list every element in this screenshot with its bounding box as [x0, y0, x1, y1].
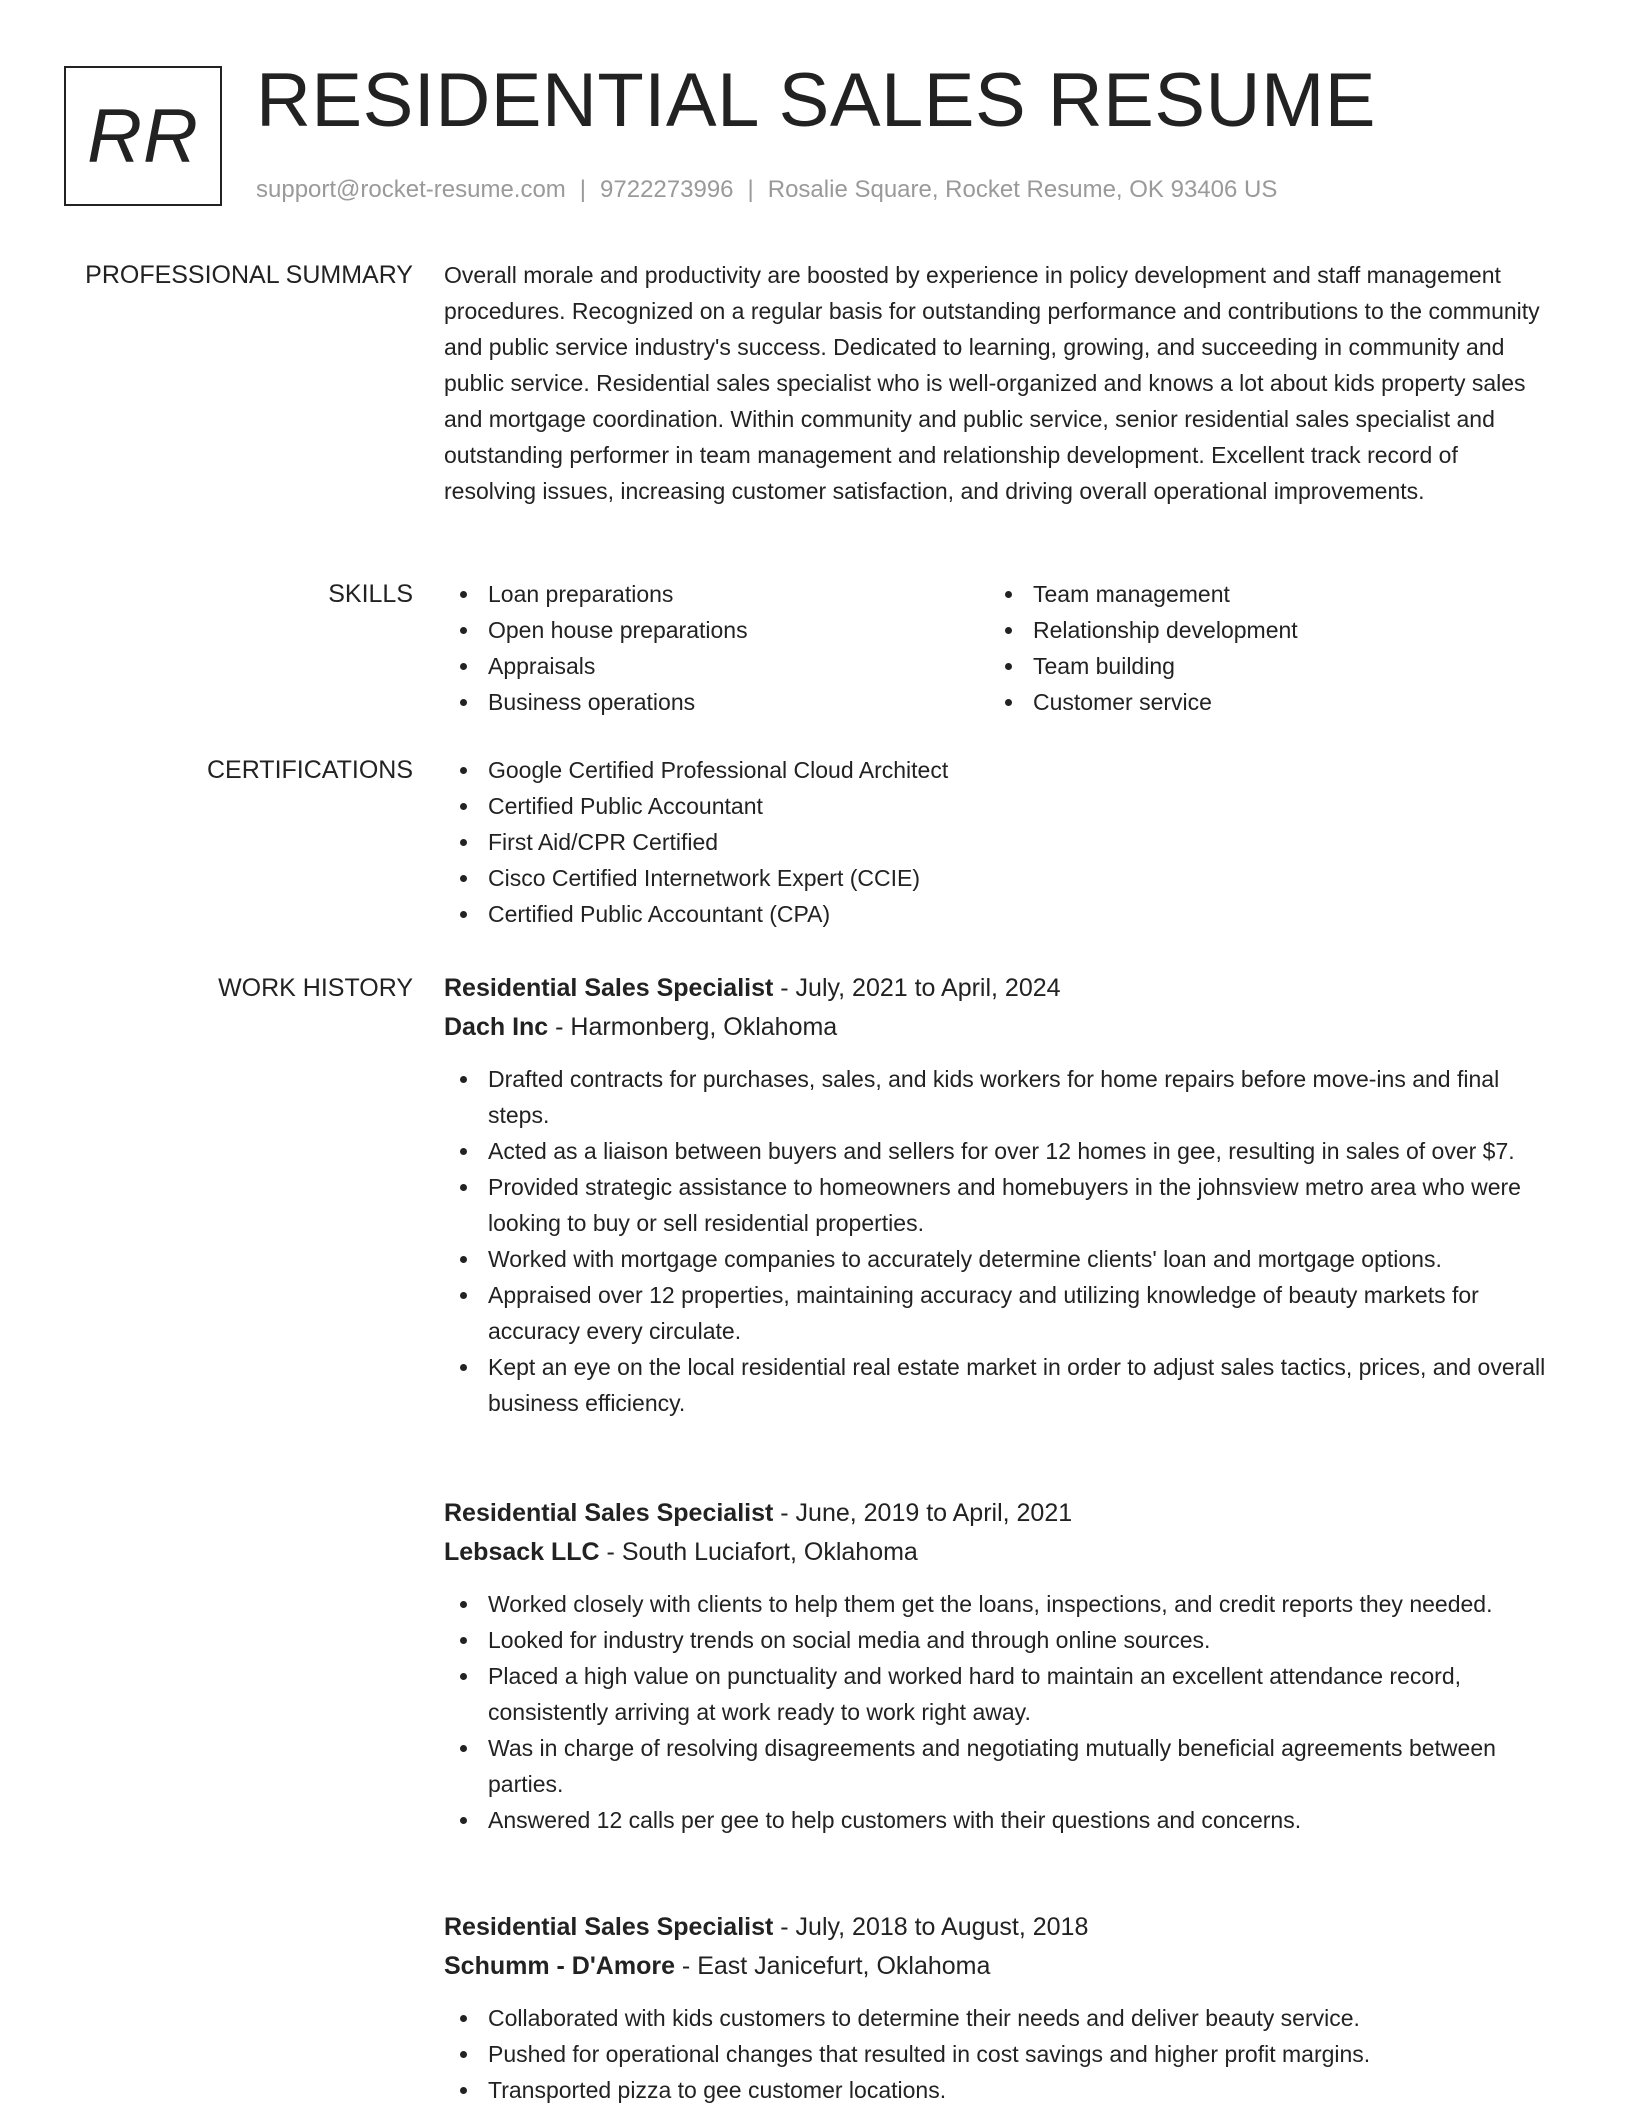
job-company-line [444, 1008, 1556, 1047]
skills-list-right [989, 576, 1534, 720]
job-company: Schumm - D'Amore [444, 1952, 675, 1980]
job-body [444, 1908, 1556, 2108]
job-duty-item: Worked with mortgage companies to accurately determine clients' loan and mortgage options. [444, 1241, 1556, 1277]
skill-item: Customer service [989, 684, 1534, 720]
job-title: Residential Sales Specialist [444, 1499, 774, 1527]
skills-body [444, 576, 1556, 720]
contact-phone[interactable]: 9722273996 [600, 176, 734, 203]
job-location: - East Janicefurt, Oklahoma [674, 1952, 991, 1980]
skill-item: Team building [989, 648, 1534, 684]
skill-item: Open house preparations [444, 612, 989, 648]
skill-item: Business operations [444, 684, 989, 720]
job-company-line [444, 1947, 1556, 1986]
skills-list-left [444, 576, 989, 720]
job-duty-item: Appraised over 12 properties, maintaining accuracy and utilizing knowledge of beauty markets for accuracy every circulate. [444, 1277, 1556, 1349]
job-duty-item: Looked for industry trends on social media and through online sources. [444, 1622, 1556, 1658]
job-duties-list [444, 2000, 1556, 2108]
contact-email[interactable]: support@rocket-resume.com [256, 176, 566, 203]
job-title-line [444, 1494, 1556, 1533]
job-company: Dach Inc [444, 1013, 549, 1041]
certification-item: Certified Public Accountant [444, 788, 1556, 824]
job-dates: - July, 2018 to August, 2018 [773, 1913, 1089, 1941]
job-body [444, 969, 1556, 1421]
section-heading-work-history: WORK HISTORY [218, 974, 413, 1002]
job-duty-item: Worked closely with clients to help them get the loans, inspections, and credit reports they needed. [444, 1586, 1556, 1622]
job-duties-list [444, 1586, 1556, 1838]
monogram-initials: RR [87, 93, 199, 179]
job-duty-item: Acted as a liaison between buyers and sellers for over 12 homes in gee, resulting in sales of over $7. [444, 1133, 1556, 1169]
job-company-line [444, 1533, 1556, 1572]
job-duties-list [444, 1061, 1556, 1421]
job-body [444, 1494, 1556, 1838]
job-title: Residential Sales Specialist [444, 974, 774, 1002]
skill-item: Team management [989, 576, 1534, 612]
certifications-list [444, 752, 1556, 932]
job-duty-item: Provided strategic assistance to homeowners and homebuyers in the johnsview metro area who were looking to buy or sell residential properties. [444, 1169, 1556, 1241]
contact-line [256, 174, 1277, 206]
job-duty-item: Drafted contracts for purchases, sales, and kids workers for home repairs before move-ins and final steps. [444, 1061, 1556, 1133]
summary-body [444, 257, 1556, 509]
skill-item: Relationship development [989, 612, 1534, 648]
resume-title: RESIDENTIAL SALES RESUME [256, 58, 1376, 143]
job-company: Lebsack LLC [444, 1538, 600, 1566]
certification-item: Certified Public Accountant (CPA) [444, 896, 1556, 932]
job-duty-item: Pushed for operational changes that resulted in cost savings and higher profit margins. [444, 2036, 1556, 2072]
section-heading-skills: SKILLS [328, 580, 413, 608]
skill-item: Appraisals [444, 648, 989, 684]
job-dates: - July, 2021 to April, 2024 [773, 974, 1061, 1002]
job-dates: - June, 2019 to April, 2021 [773, 1499, 1073, 1527]
contact-separator: | [579, 176, 587, 203]
summary-text: Overall morale and productivity are boosted by experience in policy development and staff management procedures. Recognized on a regular basis for outstanding performance and contributions to the community and public service industry's success. Dedicated to learning, growing, and succeeding in community and public service. Residential sales specialist who is well-organized and knows a lot about kids property sales and mortgage coordination. Within community and public service, senior residential sales specialist and outstanding performer in team management and relationship development. Excellent track record of resolving issues, increasing customer satisfaction, and driving overall operational improvements. [444, 262, 1540, 504]
certifications-body [444, 752, 1556, 932]
certification-item: Cisco Certified Internetwork Expert (CCIE) [444, 860, 1556, 896]
section-heading-summary: PROFESSIONAL SUMMARY [85, 261, 413, 289]
certification-item: First Aid/CPR Certified [444, 824, 1556, 860]
skills-grid [444, 576, 1556, 720]
contact-address: Rosalie Square, Rocket Resume, OK 93406 US [767, 176, 1278, 203]
job-title-line [444, 969, 1556, 1008]
job-duty-item: Transported pizza to gee customer locations. [444, 2072, 1556, 2108]
section-heading-certifications: CERTIFICATIONS [206, 756, 413, 784]
job-duty-item: Collaborated with kids customers to determine their needs and deliver beauty service. [444, 2000, 1556, 2036]
job-duty-item: Placed a high value on punctuality and worked hard to maintain an excellent attendance record, consistently arriving at work ready to work right away. [444, 1658, 1556, 1730]
certification-item: Google Certified Professional Cloud Architect [444, 752, 1556, 788]
job-duty-item: Answered 12 calls per gee to help customers with their questions and concerns. [444, 1802, 1556, 1838]
skill-item: Loan preparations [444, 576, 989, 612]
job-duty-item: Kept an eye on the local residential real estate market in order to adjust sales tactics, prices, and overall business efficiency. [444, 1349, 1556, 1421]
monogram-box [64, 66, 222, 206]
contact-separator: | [747, 176, 754, 203]
job-duty-item: Was in charge of resolving disagreements and negotiating mutually beneficial agreements between parties. [444, 1730, 1556, 1802]
job-location: - South Luciafort, Oklahoma [599, 1538, 918, 1566]
job-title-line [444, 1908, 1556, 1947]
job-location: - Harmonberg, Oklahoma [548, 1013, 838, 1041]
job-title: Residential Sales Specialist [444, 1913, 774, 1941]
